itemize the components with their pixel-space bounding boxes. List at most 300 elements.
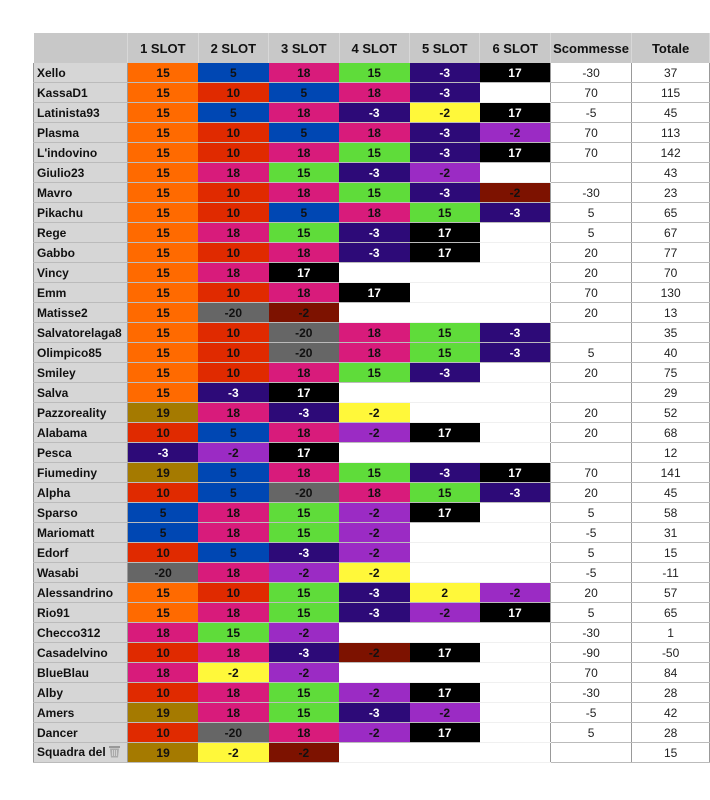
player-name-text: Mariomatt — [37, 525, 95, 540]
slot-6-empty — [480, 223, 550, 243]
player-name-text: Fiumediny — [37, 465, 98, 480]
player-name-text: Xello — [37, 65, 66, 80]
standings-table — [33, 33, 710, 763]
totale-cell: 75 — [632, 363, 710, 383]
slot-5-cell: 17 — [410, 223, 480, 243]
player-name — [34, 303, 128, 323]
table-row — [34, 263, 710, 283]
slot-4-cell: 15 — [339, 463, 409, 483]
player-name — [34, 383, 128, 403]
slot-6-cell: -3 — [480, 343, 550, 363]
slot-3-cell: -20 — [269, 323, 339, 343]
header-slot-3: 3 SLOT — [269, 33, 339, 63]
slot-3-cell: -20 — [269, 343, 339, 363]
slot-3-cell: 5 — [269, 203, 339, 223]
slot-1-cell: 15 — [128, 83, 198, 103]
slot-2-cell: 18 — [198, 683, 268, 703]
slot-1-cell: 15 — [128, 103, 198, 123]
scommesse-cell: 5 — [550, 723, 631, 743]
slot-3-cell: 15 — [269, 683, 339, 703]
slot-5-empty — [410, 743, 480, 763]
slot-5-cell: 15 — [410, 343, 480, 363]
player-name — [34, 323, 128, 343]
table-row — [34, 483, 710, 503]
player-name — [34, 343, 128, 363]
table-body — [34, 63, 710, 763]
player-name-text: Emm — [37, 285, 67, 300]
slot-4-cell: 15 — [339, 143, 409, 163]
slot-3-cell: 5 — [269, 123, 339, 143]
slot-5-cell: -2 — [410, 163, 480, 183]
header-slot-5: 5 SLOT — [410, 33, 480, 63]
slot-3-cell: 15 — [269, 703, 339, 723]
slot-5-empty — [410, 303, 480, 323]
slot-4-cell: 17 — [339, 283, 409, 303]
table-row — [34, 303, 710, 323]
scommesse-cell: 5 — [550, 203, 631, 223]
slot-3-cell: -20 — [269, 483, 339, 503]
totale-cell: 141 — [632, 463, 710, 483]
slot-6-empty — [480, 163, 550, 183]
totale-cell: 42 — [632, 703, 710, 723]
totale-cell: 52 — [632, 403, 710, 423]
table-row — [34, 743, 710, 763]
scommesse-cell — [550, 743, 631, 763]
slot-1-cell: -20 — [128, 563, 198, 583]
slot-4-cell: -2 — [339, 523, 409, 543]
slot-3-cell: 18 — [269, 463, 339, 483]
slot-2-cell: 10 — [198, 83, 268, 103]
slot-4-cell: 18 — [339, 323, 409, 343]
header-slot-4: 4 SLOT — [339, 33, 409, 63]
slot-3-cell: 17 — [269, 443, 339, 463]
player-name — [34, 363, 128, 383]
slot-5-empty — [410, 383, 480, 403]
slot-1-cell: 15 — [128, 283, 198, 303]
slot-5-empty — [410, 543, 480, 563]
table-row — [34, 163, 710, 183]
totale-cell: 142 — [632, 143, 710, 163]
slot-6-cell: 17 — [480, 103, 550, 123]
player-name — [34, 243, 128, 263]
slot-1-cell: 19 — [128, 743, 198, 763]
slot-5-cell: -2 — [410, 703, 480, 723]
scommesse-cell: 20 — [550, 403, 631, 423]
slot-5-empty — [410, 403, 480, 423]
slot-6-empty — [480, 543, 550, 563]
slot-1-cell: 15 — [128, 343, 198, 363]
scommesse-cell: -30 — [550, 63, 631, 83]
scommesse-cell — [550, 383, 631, 403]
table-row — [34, 463, 710, 483]
player-name — [34, 123, 128, 143]
slot-3-cell: -3 — [269, 403, 339, 423]
player-name-text: Pazzoreality — [37, 405, 107, 420]
slot-6-cell: -3 — [480, 483, 550, 503]
totale-cell: 70 — [632, 263, 710, 283]
table-row — [34, 323, 710, 343]
slot-1-cell: 10 — [128, 483, 198, 503]
player-name-text: Pesca — [37, 445, 72, 460]
slot-2-cell: -20 — [198, 303, 268, 323]
scommesse-cell: 70 — [550, 143, 631, 163]
slot-4-cell: -3 — [339, 703, 409, 723]
totale-cell: -11 — [632, 563, 710, 583]
scommesse-cell: -90 — [550, 643, 631, 663]
totale-cell: 68 — [632, 423, 710, 443]
totale-cell: 31 — [632, 523, 710, 543]
scommesse-cell: -5 — [550, 103, 631, 123]
totale-cell: 43 — [632, 163, 710, 183]
slot-6-empty — [480, 303, 550, 323]
slot-3-cell: 18 — [269, 103, 339, 123]
slot-3-cell: 17 — [269, 263, 339, 283]
totale-cell: 37 — [632, 63, 710, 83]
slot-1-cell: 15 — [128, 243, 198, 263]
slot-1-cell: 15 — [128, 603, 198, 623]
slot-6-empty — [480, 723, 550, 743]
player-name-text: Latinista93 — [37, 105, 100, 120]
slot-3-cell: -3 — [269, 543, 339, 563]
slot-1-cell: 5 — [128, 503, 198, 523]
table-row — [34, 703, 710, 723]
totale-cell: 67 — [632, 223, 710, 243]
header-name — [34, 33, 128, 63]
slot-3-cell: -3 — [269, 643, 339, 663]
player-name-text: Rege — [37, 225, 67, 240]
slot-2-cell: 5 — [198, 543, 268, 563]
scommesse-cell — [550, 323, 631, 343]
slot-3-cell: -2 — [269, 563, 339, 583]
slot-6-cell: 17 — [480, 463, 550, 483]
slot-6-empty — [480, 743, 550, 763]
header-slot-6: 6 SLOT — [480, 33, 550, 63]
totale-cell: 65 — [632, 603, 710, 623]
header-slot-1: 1 SLOT — [128, 33, 198, 63]
slot-5-cell: -2 — [410, 603, 480, 623]
slot-5-empty — [410, 663, 480, 683]
slot-4-cell: -3 — [339, 103, 409, 123]
slot-1-cell: 18 — [128, 663, 198, 683]
slot-5-cell: -3 — [410, 143, 480, 163]
totale-cell: 1 — [632, 623, 710, 643]
player-name-text: Edorf — [37, 545, 69, 560]
slot-4-cell: 18 — [339, 483, 409, 503]
slot-2-cell: 10 — [198, 323, 268, 343]
header-slot-2: 2 SLOT — [198, 33, 268, 63]
slot-4-cell: -2 — [339, 423, 409, 443]
player-name-text: Amers — [37, 705, 75, 720]
player-name — [34, 263, 128, 283]
slot-2-cell: 10 — [198, 283, 268, 303]
slot-2-cell: 10 — [198, 243, 268, 263]
slot-5-cell: 17 — [410, 723, 480, 743]
slot-2-cell: 18 — [198, 263, 268, 283]
slot-1-cell: 19 — [128, 463, 198, 483]
player-name-text: Salva — [37, 385, 69, 400]
slot-3-cell: -2 — [269, 663, 339, 683]
slot-6-empty — [480, 243, 550, 263]
table-row — [34, 363, 710, 383]
slot-1-cell: 19 — [128, 703, 198, 723]
player-name-text: Mavro — [37, 185, 73, 200]
table-row — [34, 603, 710, 623]
scommesse-cell — [550, 163, 631, 183]
scommesse-cell: -30 — [550, 183, 631, 203]
player-name — [34, 643, 128, 663]
slot-1-cell: 15 — [128, 223, 198, 243]
table-row — [34, 183, 710, 203]
scommesse-cell: 20 — [550, 363, 631, 383]
slot-2-cell: 15 — [198, 623, 268, 643]
slot-4-empty — [339, 383, 409, 403]
table-row — [34, 563, 710, 583]
scommesse-cell: 5 — [550, 343, 631, 363]
slot-6-cell: 17 — [480, 143, 550, 163]
slot-3-cell: 18 — [269, 423, 339, 443]
player-name — [34, 403, 128, 423]
player-name — [34, 283, 128, 303]
slot-6-empty — [480, 83, 550, 103]
slot-4-cell: -2 — [339, 403, 409, 423]
slot-6-empty — [480, 443, 550, 463]
scommesse-cell: -30 — [550, 683, 631, 703]
scommesse-cell: 20 — [550, 263, 631, 283]
player-name-text: Alabama — [37, 425, 88, 440]
slot-1-cell: 18 — [128, 623, 198, 643]
player-name — [34, 523, 128, 543]
player-name — [34, 183, 128, 203]
slot-4-cell: -2 — [339, 683, 409, 703]
slot-2-cell: 10 — [198, 363, 268, 383]
slot-4-cell: -3 — [339, 243, 409, 263]
totale-cell: 77 — [632, 243, 710, 263]
slot-3-cell: 18 — [269, 723, 339, 743]
slot-2-cell: 18 — [198, 223, 268, 243]
slot-4-cell: 15 — [339, 183, 409, 203]
slot-3-cell: 17 — [269, 383, 339, 403]
totale-cell: 130 — [632, 283, 710, 303]
table-row — [34, 583, 710, 603]
player-name-text: Rio91 — [37, 605, 70, 620]
player-name-text: Matisse2 — [37, 305, 88, 320]
slot-3-cell: 18 — [269, 243, 339, 263]
slot-2-cell: 10 — [198, 583, 268, 603]
slot-2-cell: -3 — [198, 383, 268, 403]
slot-2-cell: 5 — [198, 483, 268, 503]
player-name-text: Vincy — [37, 265, 69, 280]
slot-1-cell: 10 — [128, 423, 198, 443]
slot-3-cell: 15 — [269, 223, 339, 243]
slot-2-cell: 10 — [198, 143, 268, 163]
player-name-text: Dancer — [37, 725, 78, 740]
player-name-text: Smiley — [37, 365, 76, 380]
slot-2-cell: 10 — [198, 123, 268, 143]
slot-1-cell: 5 — [128, 523, 198, 543]
table-row — [34, 443, 710, 463]
table-row — [34, 343, 710, 363]
totale-cell: 58 — [632, 503, 710, 523]
slot-5-cell: 17 — [410, 243, 480, 263]
slot-6-empty — [480, 683, 550, 703]
slot-1-cell: 15 — [128, 263, 198, 283]
slot-6-cell: 17 — [480, 63, 550, 83]
player-name-text: Sparso — [37, 505, 78, 520]
player-name — [34, 603, 128, 623]
slot-3-cell: 5 — [269, 83, 339, 103]
scommesse-cell: 70 — [550, 463, 631, 483]
slot-2-cell: -20 — [198, 723, 268, 743]
slot-4-empty — [339, 623, 409, 643]
slot-6-cell: -2 — [480, 183, 550, 203]
slot-1-cell: 19 — [128, 403, 198, 423]
slot-3-cell: 15 — [269, 523, 339, 543]
slot-1-cell: 15 — [128, 363, 198, 383]
slot-5-cell: -3 — [410, 63, 480, 83]
player-name — [34, 723, 128, 743]
slot-4-cell: 15 — [339, 63, 409, 83]
table-row — [34, 243, 710, 263]
table-row — [34, 123, 710, 143]
slot-5-cell: -3 — [410, 83, 480, 103]
player-name — [34, 743, 128, 763]
slot-6-empty — [480, 263, 550, 283]
totale-cell: 28 — [632, 723, 710, 743]
table-row — [34, 63, 710, 83]
table-row — [34, 503, 710, 523]
slot-2-cell: 18 — [198, 643, 268, 663]
player-name — [34, 543, 128, 563]
slot-1-cell: 15 — [128, 143, 198, 163]
slot-4-cell: -2 — [339, 723, 409, 743]
slot-4-cell: -2 — [339, 563, 409, 583]
slot-4-cell: -2 — [339, 503, 409, 523]
slot-5-empty — [410, 443, 480, 463]
scommesse-cell: 5 — [550, 543, 631, 563]
slot-1-cell: 15 — [128, 183, 198, 203]
slot-6-empty — [480, 503, 550, 523]
player-name-text: Casadelvino — [37, 645, 108, 660]
slot-2-cell: -2 — [198, 443, 268, 463]
slot-2-cell: 18 — [198, 603, 268, 623]
slot-5-cell: -3 — [410, 183, 480, 203]
scommesse-cell: -30 — [550, 623, 631, 643]
slot-6-cell: -3 — [480, 323, 550, 343]
player-name — [34, 683, 128, 703]
slot-4-cell: 18 — [339, 123, 409, 143]
slot-2-cell: 18 — [198, 703, 268, 723]
slot-6-empty — [480, 663, 550, 683]
slot-2-cell: 10 — [198, 203, 268, 223]
totale-cell: 15 — [632, 743, 710, 763]
table-row — [34, 383, 710, 403]
player-name-text: L'indovino — [37, 145, 98, 160]
player-name — [34, 623, 128, 643]
slot-4-cell: -2 — [339, 643, 409, 663]
table-row — [34, 83, 710, 103]
player-name — [34, 443, 128, 463]
player-name-text: Gabbo — [37, 245, 75, 260]
slot-4-cell: -3 — [339, 163, 409, 183]
slot-2-cell: 18 — [198, 523, 268, 543]
slot-6-empty — [480, 363, 550, 383]
player-name — [34, 583, 128, 603]
totale-cell: 29 — [632, 383, 710, 403]
totale-cell: 84 — [632, 663, 710, 683]
player-name-text: Alby — [37, 685, 64, 700]
slot-3-cell: -2 — [269, 623, 339, 643]
table-row — [34, 723, 710, 743]
slot-5-cell: 17 — [410, 423, 480, 443]
player-name-text: Olimpico85 — [37, 345, 102, 360]
player-name — [34, 83, 128, 103]
table-row — [34, 623, 710, 643]
scommesse-cell: 70 — [550, 283, 631, 303]
table-row — [34, 423, 710, 443]
table-row — [34, 543, 710, 563]
table-row — [34, 643, 710, 663]
totale-cell: 57 — [632, 583, 710, 603]
slot-4-empty — [339, 303, 409, 323]
slot-5-cell: 2 — [410, 583, 480, 603]
slot-3-cell: 15 — [269, 503, 339, 523]
player-name-text: Squadra del — [37, 744, 106, 759]
totale-cell: 23 — [632, 183, 710, 203]
slot-3-cell: 18 — [269, 63, 339, 83]
trash-icon — [109, 745, 120, 761]
slot-2-cell: 18 — [198, 163, 268, 183]
slot-2-cell: -2 — [198, 663, 268, 683]
slot-3-cell: 15 — [269, 603, 339, 623]
table-row — [34, 223, 710, 243]
totale-cell: 113 — [632, 123, 710, 143]
slot-2-cell: 5 — [198, 63, 268, 83]
slot-6-empty — [480, 643, 550, 663]
slot-2-cell: 5 — [198, 423, 268, 443]
player-name — [34, 663, 128, 683]
scommesse-cell: 20 — [550, 583, 631, 603]
totale-cell: 15 — [632, 543, 710, 563]
slot-4-empty — [339, 263, 409, 283]
totale-cell: 45 — [632, 483, 710, 503]
slot-1-cell: 15 — [128, 123, 198, 143]
slot-5-empty — [410, 623, 480, 643]
slot-2-cell: 18 — [198, 403, 268, 423]
player-name-text: Pikachu — [37, 205, 84, 220]
table-row — [34, 523, 710, 543]
slot-2-cell: -2 — [198, 743, 268, 763]
table-row — [34, 663, 710, 683]
totale-cell: 13 — [632, 303, 710, 323]
scommesse-cell: 70 — [550, 83, 631, 103]
slot-6-empty — [480, 563, 550, 583]
slot-1-cell: 10 — [128, 683, 198, 703]
slot-3-cell: 18 — [269, 363, 339, 383]
slot-1-cell: 15 — [128, 163, 198, 183]
totale-cell: 12 — [632, 443, 710, 463]
scommesse-cell: -5 — [550, 563, 631, 583]
scommesse-cell: -5 — [550, 523, 631, 543]
player-name — [34, 463, 128, 483]
slot-5-empty — [410, 283, 480, 303]
slot-5-cell: -2 — [410, 103, 480, 123]
player-name — [34, 63, 128, 83]
scommesse-cell: 20 — [550, 303, 631, 323]
player-name — [34, 423, 128, 443]
slot-4-cell: -3 — [339, 223, 409, 243]
player-name — [34, 203, 128, 223]
table-row — [34, 683, 710, 703]
